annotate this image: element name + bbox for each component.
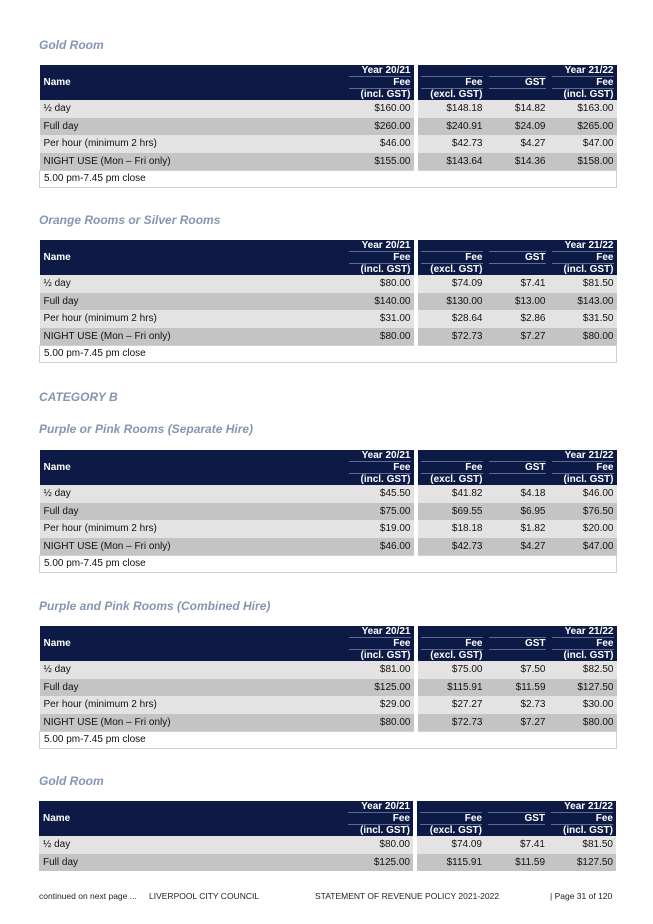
header-blank [489, 450, 546, 462]
row-gst: $4.27 [486, 135, 549, 153]
header-year-2122 [549, 65, 617, 100]
row-gst: $11.59 [485, 854, 548, 872]
row-name: NIGHT USE (Mon – Fri only) [40, 714, 346, 732]
row-gst: $2.86 [486, 310, 549, 328]
header-gst [486, 626, 549, 661]
header-year-label: Year 20/21 [349, 626, 411, 638]
row-fee-2021: $46.00 [346, 135, 416, 153]
header-incl-label: (incl. GST) [563, 264, 614, 275]
header-year-2021 [346, 65, 416, 100]
header-gst-label: GST [489, 638, 546, 650]
row-fee-excl: $115.91 [416, 679, 486, 697]
table-row [40, 310, 617, 328]
row-name: Per hour (minimum 2 hrs) [40, 135, 346, 153]
header-year-label: Year 20/21 [349, 450, 411, 462]
row-fee-2122: $158.00 [549, 153, 617, 171]
row-fee-2021: $80.00 [346, 714, 416, 732]
header-incl-label: (incl. GST) [360, 825, 410, 836]
table-row [40, 118, 617, 136]
row-fee-excl: $115.91 [415, 854, 485, 872]
row-fee-2021: $125.00 [346, 679, 416, 697]
row-fee-2122: $143.00 [549, 293, 617, 311]
row-fee-excl: $27.27 [416, 696, 486, 714]
header-year-label: Year 21/22 [551, 801, 613, 813]
header-fee-label: Fee [349, 638, 411, 650]
header-incl-label: (incl. GST) [563, 89, 614, 100]
row-note: 5.00 pm-7.45 pm close [40, 346, 617, 363]
row-fee-excl: $240.91 [416, 118, 486, 136]
header-fee-label: Fee [551, 813, 613, 825]
row-fee-excl: $72.73 [416, 714, 486, 732]
header-name: Name [40, 65, 346, 100]
row-fee-2122: $127.50 [549, 679, 617, 697]
header-excl-label: (excl. GST) [430, 474, 483, 485]
table-row [40, 153, 617, 171]
header-excl-label: (excl. GST) [429, 825, 482, 836]
header-gst-label: GST [489, 252, 546, 264]
header-blank [421, 65, 483, 77]
section-title: Gold Room [39, 774, 104, 788]
row-name: Full day [39, 854, 345, 872]
header-blank [488, 801, 545, 813]
row-name: ½ day [39, 836, 345, 854]
header-gst [486, 65, 549, 100]
table-note-row [40, 171, 617, 188]
section-title: Purple and Pink Rooms (Combined Hire) [39, 599, 271, 613]
header-name: Name [39, 801, 345, 836]
row-fee-excl: $41.82 [416, 485, 486, 503]
section-title: Purple or Pink Rooms (Separate Hire) [39, 422, 254, 436]
header-year-label: Year 21/22 [552, 240, 614, 252]
table-note-row [40, 346, 617, 363]
header-blank [489, 474, 546, 485]
row-fee-2021: $19.00 [346, 520, 416, 538]
row-gst: $7.27 [486, 714, 549, 732]
header-blank [489, 240, 546, 252]
header-excl-label: (excl. GST) [430, 264, 483, 275]
row-fee-excl: $148.18 [416, 100, 486, 118]
row-name: Full day [40, 293, 346, 311]
row-fee-2021: $80.00 [346, 328, 416, 346]
table-row [40, 661, 617, 679]
row-fee-2122: $80.00 [549, 328, 617, 346]
table-row [40, 696, 617, 714]
row-fee-2021: $29.00 [346, 696, 416, 714]
header-gst-label: GST [488, 813, 545, 825]
table-row [40, 135, 617, 153]
header-fee-excl [416, 65, 486, 100]
table-row [40, 100, 617, 118]
row-name: Per hour (minimum 2 hrs) [40, 310, 346, 328]
header-fee-label: Fee [421, 462, 483, 474]
header-year-label: Year 20/21 [349, 240, 411, 252]
header-fee-label: Fee [552, 252, 614, 264]
table-row [40, 503, 617, 521]
row-name: ½ day [40, 661, 346, 679]
header-year-2122 [549, 240, 617, 275]
table-row [40, 328, 617, 346]
row-fee-2021: $45.50 [346, 485, 416, 503]
header-fee-label: Fee [349, 252, 411, 264]
row-fee-excl: $18.18 [416, 520, 486, 538]
row-gst: $7.41 [485, 836, 548, 854]
table-row [40, 714, 617, 732]
row-note: 5.00 pm-7.45 pm close [40, 732, 617, 749]
header-blank [489, 89, 546, 100]
row-fee-2122: $81.50 [549, 275, 617, 293]
header-year-label: Year 21/22 [552, 65, 614, 77]
header-gst [485, 801, 548, 836]
header-incl-label: (incl. GST) [360, 474, 411, 485]
row-name: NIGHT USE (Mon – Fri only) [40, 538, 346, 556]
row-fee-2021: $125.00 [345, 854, 415, 872]
header-fee-label: Fee [552, 77, 614, 89]
row-fee-2122: $30.00 [549, 696, 617, 714]
category-heading: CATEGORY B [39, 390, 118, 404]
header-year-2122 [548, 801, 616, 836]
table-note-row [40, 732, 617, 749]
table-row [39, 836, 616, 854]
footer-page-number: | Page 31 of 120 [550, 891, 613, 901]
header-incl-label: (incl. GST) [563, 474, 614, 485]
row-gst: $4.27 [486, 538, 549, 556]
header-gst-label: GST [489, 77, 546, 89]
header-fee-excl [415, 801, 485, 836]
table-note-row [40, 556, 617, 573]
row-name: Per hour (minimum 2 hrs) [40, 696, 346, 714]
header-blank [421, 240, 483, 252]
fee-table [39, 626, 617, 749]
header-fee-label: Fee [552, 462, 614, 474]
header-fee-label: Fee [348, 813, 410, 825]
header-fee-label: Fee [349, 77, 411, 89]
row-fee-2122: $47.00 [549, 538, 617, 556]
table-row [40, 679, 617, 697]
row-fee-2122: $82.50 [549, 661, 617, 679]
row-fee-excl: $74.09 [415, 836, 485, 854]
row-name: ½ day [40, 100, 346, 118]
header-year-label: Year 20/21 [349, 65, 411, 77]
row-gst: $13.00 [486, 293, 549, 311]
section-title: Gold Room [39, 38, 104, 52]
row-gst: $7.27 [486, 328, 549, 346]
row-name: NIGHT USE (Mon – Fri only) [40, 328, 346, 346]
header-blank [488, 825, 545, 836]
header-year-2122 [549, 450, 617, 485]
row-note: 5.00 pm-7.45 pm close [40, 556, 617, 573]
table-header-row [40, 626, 617, 661]
header-year-2021 [346, 450, 416, 485]
header-blank [489, 626, 546, 638]
row-name: ½ day [40, 485, 346, 503]
row-fee-2021: $260.00 [346, 118, 416, 136]
header-fee-excl [416, 626, 486, 661]
row-fee-excl: $72.73 [416, 328, 486, 346]
row-fee-2021: $46.00 [346, 538, 416, 556]
row-fee-2021: $81.00 [346, 661, 416, 679]
header-blank [420, 801, 482, 813]
header-year-label: Year 21/22 [552, 450, 614, 462]
row-fee-2122: $76.50 [549, 503, 617, 521]
row-name: Full day [40, 503, 346, 521]
row-fee-2122: $46.00 [549, 485, 617, 503]
footer-council: LIVERPOOL CITY COUNCIL [149, 891, 260, 901]
header-name: Name [40, 626, 346, 661]
header-name: Name [40, 240, 346, 275]
table-row [40, 538, 617, 556]
fee-table [39, 450, 617, 573]
row-fee-excl: $75.00 [416, 661, 486, 679]
row-fee-2021: $160.00 [346, 100, 416, 118]
row-name: Full day [40, 679, 346, 697]
row-fee-2021: $140.00 [346, 293, 416, 311]
row-fee-2122: $20.00 [549, 520, 617, 538]
header-fee-excl [416, 240, 486, 275]
row-gst: $4.18 [486, 485, 549, 503]
row-fee-2122: $81.50 [548, 836, 616, 854]
row-fee-2122: $80.00 [549, 714, 617, 732]
header-blank [489, 264, 546, 275]
row-name: ½ day [40, 275, 346, 293]
header-incl-label: (incl. GST) [360, 650, 411, 661]
footer-statement: STATEMENT OF REVENUE POLICY 2021-2022 [315, 891, 500, 901]
row-gst: $6.95 [486, 503, 549, 521]
header-fee-label: Fee [420, 813, 482, 825]
table-header-row [40, 450, 617, 485]
row-gst: $14.82 [486, 100, 549, 118]
row-fee-excl: $74.09 [416, 275, 486, 293]
row-fee-2021: $155.00 [346, 153, 416, 171]
row-gst: $1.82 [486, 520, 549, 538]
header-blank [489, 650, 546, 661]
table-header-row [39, 801, 616, 836]
row-gst: $24.09 [486, 118, 549, 136]
row-fee-2122: $265.00 [549, 118, 617, 136]
header-fee-label: Fee [552, 638, 614, 650]
row-gst: $2.73 [486, 696, 549, 714]
header-year-2021 [346, 240, 416, 275]
row-fee-2021: $80.00 [345, 836, 415, 854]
header-excl-label: (excl. GST) [430, 89, 483, 100]
table-header-row [40, 65, 617, 100]
row-fee-2021: $80.00 [346, 275, 416, 293]
row-fee-excl: $42.73 [416, 135, 486, 153]
table-row [40, 293, 617, 311]
header-year-label: Year 20/21 [348, 801, 410, 813]
row-fee-excl: $143.64 [416, 153, 486, 171]
table-row [40, 275, 617, 293]
header-blank [421, 626, 483, 638]
row-fee-excl: $130.00 [416, 293, 486, 311]
row-note: 5.00 pm-7.45 pm close [40, 171, 617, 188]
header-incl-label: (incl. GST) [563, 650, 614, 661]
row-fee-2122: $31.50 [549, 310, 617, 328]
header-fee-label: Fee [349, 462, 411, 474]
table-row [39, 854, 616, 872]
header-incl-label: (incl. GST) [563, 825, 613, 836]
row-fee-2021: $31.00 [346, 310, 416, 328]
header-year-label: Year 21/22 [552, 626, 614, 638]
row-gst: $7.41 [486, 275, 549, 293]
header-incl-label: (incl. GST) [360, 89, 411, 100]
row-fee-excl: $69.55 [416, 503, 486, 521]
table-row [40, 485, 617, 503]
table-row [40, 520, 617, 538]
header-fee-label: Fee [421, 77, 483, 89]
footer-continued: continued on next page ... [39, 891, 137, 901]
header-fee-label: Fee [421, 638, 483, 650]
header-incl-label: (incl. GST) [360, 264, 411, 275]
table-header-row [40, 240, 617, 275]
row-fee-excl: $42.73 [416, 538, 486, 556]
header-excl-label: (excl. GST) [430, 650, 483, 661]
row-gst: $11.59 [486, 679, 549, 697]
header-blank [489, 65, 546, 77]
row-name: Full day [40, 118, 346, 136]
header-gst [486, 240, 549, 275]
row-fee-2021: $75.00 [346, 503, 416, 521]
row-name: Per hour (minimum 2 hrs) [40, 520, 346, 538]
row-fee-2122: $163.00 [549, 100, 617, 118]
row-fee-excl: $28.64 [416, 310, 486, 328]
header-gst-label: GST [489, 462, 546, 474]
fee-table [39, 65, 617, 188]
fee-table [39, 801, 618, 871]
section-title: Orange Rooms or Silver Rooms [39, 213, 221, 227]
header-fee-label: Fee [421, 252, 483, 264]
header-name: Name [40, 450, 346, 485]
header-year-2021 [346, 626, 416, 661]
row-gst: $14.36 [486, 153, 549, 171]
row-name: NIGHT USE (Mon – Fri only) [40, 153, 346, 171]
header-blank [421, 450, 483, 462]
header-year-2021 [345, 801, 415, 836]
row-fee-2122: $47.00 [549, 135, 617, 153]
header-gst [486, 450, 549, 485]
row-gst: $7.50 [486, 661, 549, 679]
header-fee-excl [416, 450, 486, 485]
row-fee-2122: $127.50 [548, 854, 616, 872]
fee-table [39, 240, 617, 363]
header-year-2122 [549, 626, 617, 661]
